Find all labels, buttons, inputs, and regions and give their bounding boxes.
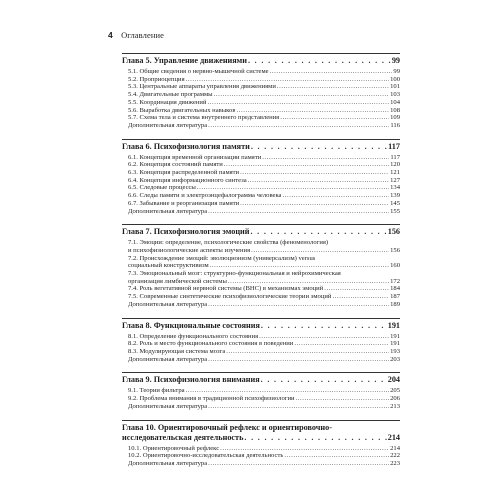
chapter-title (122, 142, 400, 152)
toc-entry-text: 7.4. Роль вегетативной нервной системы (ВНС) в механизмах эмоций (128, 285, 324, 293)
toc-entry-row (128, 333, 400, 341)
leader-dots (186, 76, 389, 84)
toc-entry-text: 6.2. Концепция состояний памяти (128, 161, 223, 169)
toc-entry (128, 169, 400, 177)
toc-entry (128, 348, 400, 356)
toc-entry-row (128, 395, 400, 403)
chapter-title (122, 227, 400, 237)
chapter-page: 156 (387, 227, 400, 237)
chapter-title-text: Глава 6. Психофизиология памяти (122, 141, 250, 151)
toc-entry-text: 8.3. Модулирующая система мозга (128, 347, 226, 355)
toc-entry-page: 206 (390, 395, 400, 403)
chapter-page: 191 (387, 320, 400, 330)
toc-entry-text: 8.1. Определение функционального состояния (128, 332, 259, 340)
leader-dots (240, 169, 389, 177)
toc-entry-row (128, 161, 400, 169)
toc-entry-row (128, 169, 400, 177)
toc-entry (128, 154, 400, 162)
toc-entry (128, 76, 400, 84)
leader-dots (208, 301, 389, 309)
toc-entry-page: 191 (390, 332, 400, 340)
chapter-rule (122, 224, 400, 225)
toc-entry-row (128, 262, 400, 270)
toc-entry (128, 270, 400, 285)
toc-entry-row (128, 91, 400, 99)
toc-entry-text: 9.2. Проблема внимания в традиционной психофизиологии (128, 395, 295, 403)
toc-entry-text: 9.1. Теории фильтра (128, 387, 185, 395)
toc-entry (128, 161, 400, 169)
toc-entry-page: 145 (390, 199, 400, 207)
toc-entry-text: Дополнительная литература (128, 402, 208, 410)
toc-entry (128, 395, 400, 403)
leader-dots (208, 356, 389, 364)
leader-dots (208, 208, 389, 216)
chapter-page: 99 (391, 56, 400, 65)
toc-entry-page: 120 (390, 161, 400, 169)
toc-entry-page: 99 (393, 68, 400, 75)
table-of-contents (122, 53, 400, 468)
toc-entry-row (128, 387, 400, 395)
chapter-title (122, 423, 400, 443)
toc-entry (128, 114, 400, 122)
toc-entry (128, 107, 400, 115)
toc-entry-page: 189 (390, 300, 400, 308)
toc-entry-row (128, 445, 400, 453)
toc-entry (128, 91, 400, 99)
toc-entry-page: 121 (390, 169, 400, 177)
leader-dots (270, 68, 393, 76)
toc-entry-row (128, 99, 400, 107)
toc-entry-text: Дополнительная литература (128, 300, 208, 308)
leader-dots (284, 452, 389, 460)
toc-entry-page: 155 (390, 207, 400, 215)
chapter-gap (122, 411, 400, 419)
toc-entry-row (128, 184, 400, 192)
leader-dots (220, 445, 389, 453)
toc-entry-page: 193 (390, 347, 400, 355)
leader-dots (261, 375, 387, 385)
leader-dots (280, 114, 389, 122)
chapter-gap (122, 130, 400, 138)
toc-entry-text: 6.1. Концепция временной организации памяти (128, 153, 262, 161)
leader-dots (186, 387, 390, 395)
toc-entry (128, 333, 400, 341)
toc-entry-text: 5.4. Двигательные программы (128, 91, 213, 99)
toc-entry-text: 6.4. Концепция информационного синтеза (128, 176, 247, 184)
toc-entry-text: 5.5. Координация движений (128, 98, 207, 106)
leader-dots (248, 177, 389, 185)
toc-entry-row (128, 76, 400, 84)
toc-entry-text: 10.2. Ориентировочно-исследовательская деятельность (128, 452, 284, 460)
toc-entry-row (128, 348, 400, 356)
chapter-gap (122, 363, 400, 371)
toc-entry-row (128, 460, 400, 468)
page-header (108, 30, 164, 40)
leader-dots (261, 321, 387, 331)
toc-entry-page: 100 (390, 75, 400, 83)
toc-entry-row (128, 403, 400, 411)
toc-entry (128, 356, 400, 364)
leader-dots (240, 200, 389, 208)
toc-entry-text: Дополнительная литература (128, 121, 208, 129)
chapter-title-text: исследовательская деятельность (122, 432, 244, 442)
toc-entry-text: 6.3. Концепция распределенной памяти (128, 169, 240, 177)
toc-entry (128, 340, 400, 348)
toc-entry-row (128, 114, 400, 122)
toc-entry-page: 156 (390, 246, 400, 254)
toc-entry-text: 5.2. Проприоцепция (128, 75, 185, 83)
leader-dots (197, 184, 389, 192)
chapter-title (122, 56, 400, 66)
chapter-title-text: Глава 8. Функциональные состояния (122, 320, 260, 330)
leader-dots (324, 285, 389, 293)
toc-entry (128, 285, 400, 293)
leader-dots (210, 262, 389, 270)
toc-entry-row (128, 154, 400, 162)
toc-entry-page: 103 (390, 91, 400, 99)
leader-dots (208, 122, 389, 130)
toc-entry-row (128, 285, 400, 293)
chapter-rule (122, 372, 400, 373)
toc-entry-row (128, 177, 400, 185)
leader-dots (251, 247, 389, 255)
chapter-title-line: Глава 10. Ориентировочный рефлекс и ориентировочно- (122, 422, 332, 432)
toc-entry (128, 293, 400, 301)
toc-entry-text: социальный конструктивизм (128, 262, 209, 270)
chapter-title-row (122, 433, 400, 443)
toc-entry-line: 7.2. Происхождение эмоций: эволюционизм (универсализм) versus (128, 254, 316, 262)
toc-entry (128, 239, 400, 254)
leader-dots (244, 433, 386, 443)
toc-entry-row (128, 122, 400, 130)
toc-entry-page: 108 (390, 106, 400, 114)
toc-entry-row (128, 68, 400, 76)
chapter-rule (122, 318, 400, 319)
leader-dots (228, 278, 389, 286)
toc-entry-text: 5.7. Схема тела и система внутреннего представления (128, 114, 280, 122)
toc-entry-text: 6.6. Следы памяти и электроэнцефалограмма человека (128, 192, 282, 200)
chapter-gap (122, 215, 400, 223)
page-number: 4 (108, 30, 113, 40)
toc-entry-row (128, 340, 400, 348)
chapter-page: 117 (388, 141, 400, 151)
toc-entry-page: 116 (390, 121, 400, 129)
toc-entry-row (128, 278, 400, 286)
leader-dots (282, 192, 389, 200)
leader-dots (259, 333, 389, 341)
toc-entry-text: Дополнительная литература (128, 459, 208, 467)
leader-dots (208, 403, 389, 411)
toc-entry (128, 301, 400, 309)
leader-dots (294, 340, 389, 348)
chapter-gap (122, 309, 400, 317)
leader-dots (248, 56, 391, 66)
leader-dots (332, 293, 389, 301)
toc-entry (128, 445, 400, 453)
chapter-title (122, 375, 400, 385)
toc-entry-page: 101 (390, 83, 400, 91)
chapter-title-text: Глава 9. Психофизиология внимания (122, 375, 260, 385)
chapter-rule (122, 420, 400, 421)
toc-entry-page: 214 (390, 444, 400, 452)
toc-entry-page: 184 (390, 285, 400, 293)
chapter-rule (122, 139, 400, 140)
toc-entry-page: 213 (390, 402, 400, 410)
chapter-block (122, 56, 400, 130)
leader-dots (262, 154, 389, 162)
leader-dots (208, 460, 389, 468)
toc-entry (128, 184, 400, 192)
chapter-title-text: Глава 7. Психофизиология эмоций (122, 227, 250, 237)
toc-entry-page: 127 (390, 176, 400, 184)
toc-entry-row (128, 293, 400, 301)
toc-entry-text: 7.5. Современные синтетические психофизиологические теории эмоций (128, 293, 332, 301)
toc-entry-row (128, 192, 400, 200)
toc-entry-page: 104 (390, 98, 400, 106)
toc-entry (128, 177, 400, 185)
leader-dots (214, 91, 390, 99)
leader-dots (207, 99, 389, 107)
toc-entry-page: 223 (390, 459, 400, 467)
chapter-block (122, 215, 400, 308)
leader-dots (251, 142, 387, 152)
toc-entry (128, 200, 400, 208)
toc-entry-page: 117 (390, 153, 400, 161)
chapter-block (122, 309, 400, 364)
toc-entry-page: 160 (390, 262, 400, 270)
leader-dots (226, 348, 389, 356)
toc-entry-line: 7.3. Эмоциональный мозг: структурно-функциональная и нейрохимическая (128, 270, 341, 278)
toc-entry (128, 68, 400, 76)
toc-entry-text: Дополнительная литература (128, 355, 208, 363)
toc-entry-row (128, 356, 400, 364)
toc-entry (128, 460, 400, 468)
toc-entry (128, 192, 400, 200)
chapter-page: 204 (387, 375, 400, 385)
leader-dots (224, 161, 389, 169)
toc-entry-text: 10.1. Ориентировочный рефлекс (128, 444, 220, 452)
toc-entry-page: 139 (390, 192, 400, 200)
toc-entry-line: 7.1. Эмоции: определение, психологические свойства (феноменология) (128, 239, 329, 247)
chapter-block (122, 363, 400, 410)
toc-entry-page: 222 (390, 452, 400, 460)
leader-dots (250, 227, 386, 237)
toc-entry-row (128, 83, 400, 91)
leader-dots (236, 107, 389, 115)
toc-entry (128, 83, 400, 91)
chapter-block (122, 130, 400, 216)
toc-entry-page: 109 (390, 114, 400, 122)
toc-entry-text: 5.6. Выработка двигательных навыков (128, 106, 236, 114)
toc-entry-page: 205 (390, 387, 400, 395)
toc-entry-page: 172 (390, 277, 400, 285)
toc-entry (128, 122, 400, 130)
toc-entry-text: Дополнительная литература (128, 207, 208, 215)
toc-entry-page: 191 (390, 340, 400, 348)
chapter-title-text: Глава 5. Управление движениями (122, 56, 247, 65)
toc-entry-page: 187 (390, 293, 400, 301)
toc-entry-text: 6.5. Следовые процессы (128, 184, 196, 192)
toc-entry-page: 203 (390, 355, 400, 363)
toc-entry-text: 5.3. Центральные аппараты управления движениями (128, 83, 276, 91)
toc-entry (128, 99, 400, 107)
toc-entry-row (128, 452, 400, 460)
toc-entry-text: 5.1. Общие сведения о нервно-мышечной системе (128, 68, 269, 75)
toc-entry-text: 6.7. Забывание и реорганизация памяти (128, 199, 240, 207)
toc-entry (128, 387, 400, 395)
running-title: Оглавление (121, 30, 165, 40)
leader-dots (296, 395, 390, 403)
toc-entry (128, 403, 400, 411)
chapter-title (122, 321, 400, 331)
leader-dots (277, 83, 389, 91)
toc-entry-text: и психофизиологические аспекты изучения (128, 246, 251, 254)
toc-entry-text: 8.2. Роль и место функционального состояния в поведении (128, 340, 294, 348)
chapter-block (122, 411, 400, 468)
toc-entry (128, 208, 400, 216)
toc-entry-row (128, 301, 400, 309)
toc-entry-row (128, 208, 400, 216)
toc-entry-row (128, 107, 400, 115)
toc-entry-page: 134 (390, 184, 400, 192)
toc-entry (128, 255, 400, 270)
toc-entry-row (128, 247, 400, 255)
toc-entry-row (128, 200, 400, 208)
chapter-page: 214 (387, 432, 400, 442)
toc-entry (128, 452, 400, 460)
toc-entry-text: организация лимбической системы (128, 277, 227, 285)
